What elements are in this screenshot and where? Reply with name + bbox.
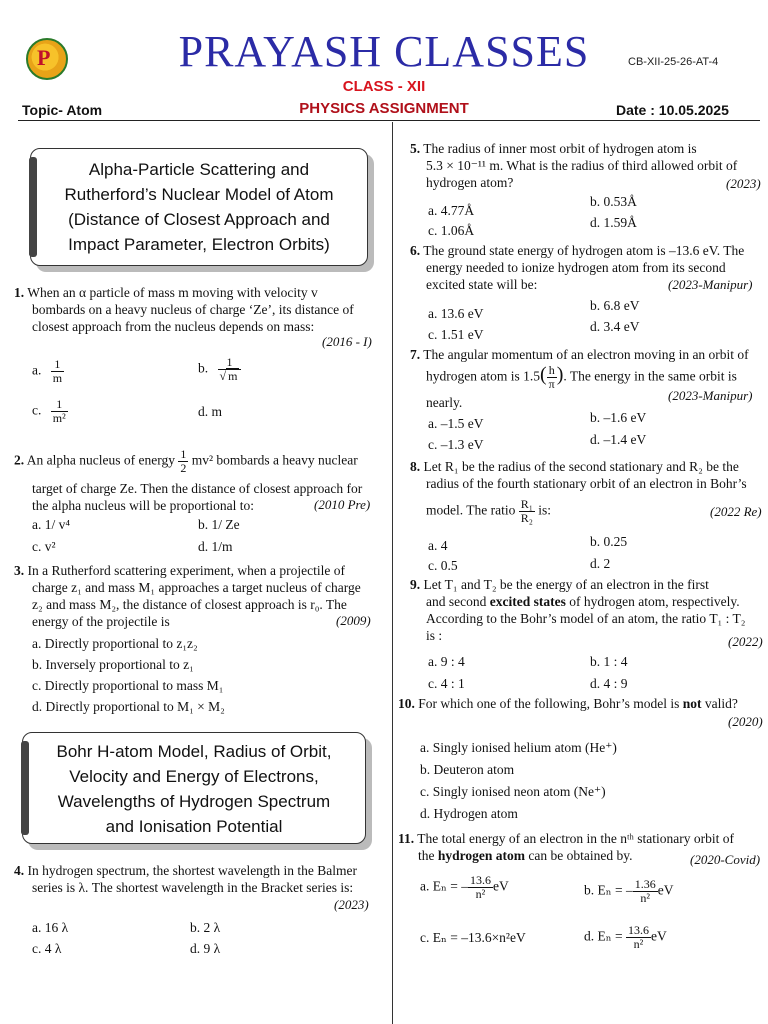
- option-d: d. 1/m: [198, 539, 233, 554]
- unit: eV: [650, 928, 667, 944]
- question-reference: (2010 Pre): [314, 497, 371, 512]
- question-2: [14, 448, 378, 475]
- option-b: b. 0.25: [590, 534, 628, 549]
- question-text: series is λ. The shortest wavelength in the Bracket series is:: [32, 880, 354, 895]
- question-number: 4.: [14, 863, 25, 878]
- question-text: charge z₁ and mass M₁ approaches a target nucleus of charge: [32, 580, 361, 595]
- question-text: valid?: [704, 696, 738, 711]
- numerator: 1.36: [634, 877, 656, 891]
- question-text: hydrogen atom?: [426, 175, 514, 190]
- denominator: √ m: [219, 369, 238, 383]
- question-text: bombards on a heavy nucleus of charge ‘Ze’, its distance of: [32, 302, 354, 317]
- option-c: c. Singly ionised neon atom (Ne⁺): [420, 784, 606, 799]
- question-reference: (2020): [728, 714, 763, 729]
- fraction: [633, 878, 658, 905]
- question-reference: (2020-Covid): [690, 852, 761, 867]
- question-text: The radius of inner most orbit of hydrogen atom is: [423, 141, 697, 156]
- question-1: [14, 284, 376, 335]
- option-label: b. Eₙ = –: [584, 882, 633, 898]
- fraction: [468, 874, 493, 901]
- question-text: energy needed to ionize hydrogen atom from its second: [426, 260, 726, 275]
- option-a: a. 16 λ: [32, 920, 69, 935]
- question-number: 11.: [398, 831, 415, 846]
- option-b: b. 6.8 eV: [590, 298, 640, 313]
- option-c: c. Eₙ = –13.6×n²eV: [420, 930, 526, 945]
- question-text: excited state will be:: [426, 277, 538, 292]
- numerator: 13.6: [627, 923, 649, 937]
- denominator: n²: [633, 937, 644, 951]
- question-number: 9.: [410, 577, 421, 592]
- option-a: a. 9 : 4: [428, 654, 465, 669]
- question-10: [398, 695, 762, 712]
- question-9: [410, 576, 762, 644]
- option-c: c. v²: [32, 539, 56, 554]
- question-number: 7.: [410, 347, 421, 362]
- option-d: d. Directly proportional to M₁ × M₂: [32, 699, 225, 714]
- question-text: The angular momentum of an electron moving in an orbit of: [423, 347, 749, 362]
- question-text: closest approach from the nucleus depends on mass:: [32, 319, 315, 334]
- question-text: The ground state energy of hydrogen atom is –13.6 eV. The: [423, 243, 745, 258]
- option-label: d. Eₙ =: [584, 928, 626, 944]
- numerator: 1: [218, 356, 242, 370]
- question-number: 2.: [14, 452, 25, 468]
- numerator: 1: [51, 358, 64, 372]
- question-text: of hydrogen atom, respectively.: [569, 594, 740, 609]
- option-a: a. Singly ionised helium atom (He⁺): [420, 740, 617, 755]
- assignment-title: PHYSICS ASSIGNMENT: [299, 100, 469, 117]
- question-text: mv² bombards a heavy nuclear: [191, 452, 358, 468]
- question-text: Let R₁ be the radius of the second stationary and R₂ be the: [423, 459, 739, 474]
- denominator: m: [52, 371, 63, 385]
- option-d: d. 2: [590, 556, 611, 571]
- option-d: d. 4 : 9: [590, 676, 628, 691]
- option-c: c. 1.51 eV: [428, 327, 484, 342]
- sqrt-operand: m: [228, 369, 238, 383]
- option-c: c. 1.06Å: [428, 223, 475, 238]
- question-text: the alpha nucleus will be proportional to:: [32, 498, 254, 513]
- section-line: Wavelengths of Hydrogen Spectrum: [57, 792, 331, 811]
- section-heading-rutherford: [30, 148, 368, 266]
- question-text: radius of the fourth stationary orbit of an electron in Bohr’s: [426, 476, 747, 491]
- column-divider: [392, 122, 393, 1024]
- question-8-line3: [426, 498, 551, 525]
- question-text: The total energy of an electron in the nᵗʰ stationary orbit of: [417, 831, 734, 846]
- section-line: and Ionisation Potential: [105, 817, 283, 836]
- fraction: [51, 358, 64, 385]
- fraction: [51, 398, 68, 425]
- option-b: b. Deuteron atom: [420, 762, 515, 777]
- option-d: d. 9 λ: [190, 941, 221, 956]
- section-accent: [29, 157, 37, 257]
- option-b: b. –1.6 eV: [590, 410, 647, 425]
- question-text-bold: not: [682, 696, 702, 711]
- question-4: [14, 862, 378, 896]
- question-text: is:: [538, 502, 552, 518]
- question-5: [410, 140, 760, 191]
- question-7: [410, 346, 762, 363]
- option-d: d. m: [198, 404, 223, 419]
- option-d: d. Hydrogen atom: [420, 806, 518, 821]
- option-c: c. 0.5: [428, 558, 458, 573]
- option-a: a. 1/ v⁴: [32, 517, 71, 532]
- fraction: [218, 356, 242, 383]
- question-number: 8.: [410, 459, 421, 474]
- question-reference: (2023-Manipur): [668, 388, 753, 403]
- question-3: [14, 562, 378, 630]
- question-text: For which one of the following, Bohr’s model is: [418, 696, 680, 711]
- question-text: In a Rutherford scattering experiment, when a projectile of: [27, 563, 346, 578]
- question-reference: (2022 Re): [710, 504, 762, 519]
- numerator: 1: [180, 447, 187, 461]
- question-reference: (2023): [726, 176, 761, 191]
- option-a: a. –1.5 eV: [428, 416, 484, 431]
- option-d: d. –1.4 eV: [590, 432, 647, 447]
- numerator: 1: [51, 398, 68, 412]
- header-divider: [18, 120, 760, 121]
- question-text: hydrogen atom is 1.5: [426, 368, 540, 384]
- question-text: model. The ratio: [426, 502, 516, 518]
- section-line: Bohr H-atom Model, Radius of Orbit,: [56, 742, 332, 761]
- question-text: is :: [426, 628, 443, 643]
- option-c: c. Directly proportional to mass M₁: [32, 678, 224, 693]
- question-text: can be obtained by.: [528, 848, 633, 863]
- option-a: a. 4: [428, 538, 448, 553]
- option-c: [32, 398, 68, 425]
- option-c: c. –1.3 eV: [428, 437, 484, 452]
- option-b: [198, 356, 241, 383]
- question-text: Let T₁ and T₂ be the energy of an electron in the first: [423, 577, 709, 592]
- fraction: [626, 924, 651, 951]
- unit: eV: [657, 882, 674, 898]
- fraction: [519, 498, 535, 525]
- denominator: π: [548, 377, 555, 391]
- question-text-bold: hydrogen atom: [437, 848, 526, 863]
- option-b: b. 2 λ: [190, 920, 221, 935]
- question-reference: (2023-Manipur): [668, 277, 753, 292]
- option-d: d. 3.4 eV: [590, 319, 640, 334]
- option-a: a. 4.77Å: [428, 203, 475, 218]
- question-number: 3.: [14, 563, 25, 578]
- numerator: h: [547, 364, 557, 378]
- numerator: R₁: [520, 497, 533, 511]
- question-number: 6.: [410, 243, 421, 258]
- fraction: [547, 364, 557, 391]
- question-number: 1.: [14, 285, 25, 300]
- section-accent: [21, 741, 29, 835]
- option-b: b. Inversely proportional to z₁: [32, 657, 194, 672]
- question-text: . The energy in the same orbit is: [563, 368, 737, 384]
- section-heading-bohr: [22, 732, 366, 844]
- option-a: [32, 358, 64, 385]
- option-c: c. 4 : 1: [428, 676, 465, 691]
- class-label: CLASS - XII: [342, 78, 426, 95]
- topic-label: Topic- Atom: [22, 102, 103, 118]
- option-label: a.: [32, 362, 42, 378]
- question-8: [410, 458, 762, 492]
- question-text: An alpha nucleus of energy: [26, 452, 175, 468]
- question-text: According to the Bohr’s model of an atom, the ratio T₁ : T₂: [426, 611, 746, 626]
- section-line: Velocity and Energy of Electrons,: [69, 767, 319, 786]
- option-b: b. 0.53Å: [590, 194, 637, 209]
- question-text: energy of the projectile is: [32, 614, 170, 629]
- option-d: d. 1.59Å: [590, 215, 637, 230]
- question-reference: (2022): [728, 634, 763, 649]
- question-text: nearly.: [426, 395, 463, 410]
- section-line: Alpha-Particle Scattering and: [88, 160, 310, 179]
- section-line: Rutherford’s Nuclear Model of Atom: [64, 185, 334, 204]
- option-d: [584, 924, 667, 951]
- unit: eV: [492, 878, 509, 894]
- question-text-bold: excited states: [489, 594, 566, 609]
- numerator: 13.6: [469, 873, 491, 887]
- question-text: When an α particle of mass m moving with velocity v: [27, 285, 318, 300]
- option-c: c. 4 λ: [32, 941, 62, 956]
- option-a: [420, 874, 509, 901]
- document-code: CB-XII-25-26-AT-4: [628, 56, 719, 68]
- fraction: [178, 448, 188, 475]
- denominator: R₂: [520, 511, 533, 525]
- question-text: target of charge Ze. Then the distance of closest approach for: [32, 481, 363, 496]
- section-line: (Distance of Closest Approach and: [68, 210, 330, 229]
- denominator: m²: [52, 411, 66, 425]
- option-label: a. Eₙ = –: [420, 878, 468, 894]
- denominator: n²: [640, 891, 650, 905]
- question-number: 5.: [410, 141, 421, 156]
- option-label: b.: [198, 360, 209, 376]
- logo-letter: P: [37, 45, 51, 70]
- date-label: Date : 10.05.2025: [616, 102, 729, 118]
- option-b: [584, 878, 673, 905]
- question-reference: (2009): [336, 613, 371, 628]
- question-7-line2: hydrogen atom is 1.5( $\frac{h}{\pi}$ ). The energy in the same orbit is: [426, 363, 737, 391]
- option-label: c.: [32, 402, 42, 418]
- section-line: Impact Parameter, Electron Orbits): [68, 235, 330, 254]
- question-text: and second: [426, 594, 487, 609]
- option-b: b. 1/ Ze: [198, 517, 240, 532]
- question-text: 5.3 × 10⁻¹¹ m. What is the radius of third allowed orbit of: [426, 158, 738, 173]
- option-a: a. Directly proportional to z₁z₂: [32, 636, 198, 651]
- question-text: z₂ and mass M₂, the distance of closest approach is r₀. The: [32, 597, 347, 612]
- question-reference: (2016 - I): [322, 334, 372, 349]
- option-a: a. 13.6 eV: [428, 306, 484, 321]
- denominator: n²: [475, 887, 486, 901]
- question-text: the: [418, 848, 435, 863]
- option-b: b. 1 : 4: [590, 654, 628, 669]
- brand-title: PRAYASH CLASSES: [178, 27, 590, 76]
- question-reference: (2023): [334, 897, 369, 912]
- question-text: In hydrogen spectrum, the shortest wavelength in the Balmer: [27, 863, 358, 878]
- question-number: 10.: [398, 696, 415, 711]
- denominator: 2: [180, 461, 187, 475]
